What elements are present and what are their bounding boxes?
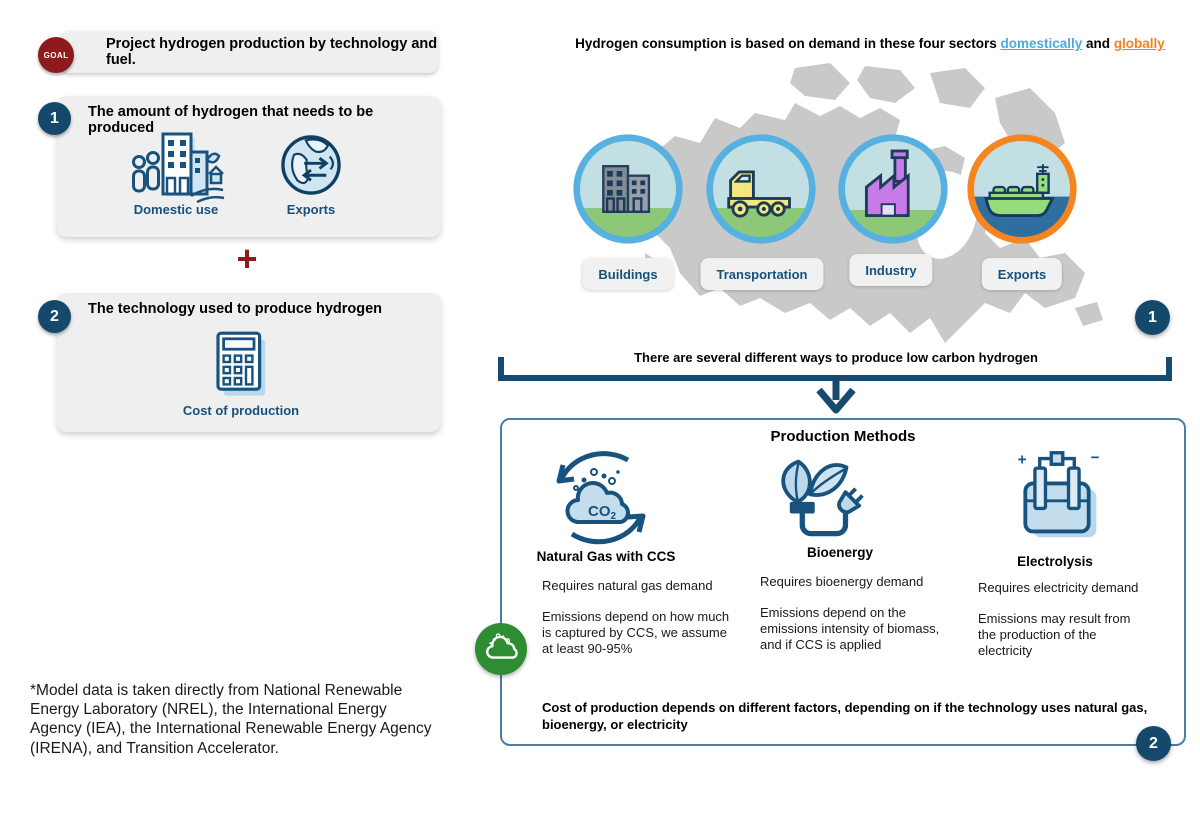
svg-text:CO2: $CO_2$ (588, 503, 617, 522)
svg-text:−: − (1090, 449, 1100, 467)
goal-text: Project hydrogen production by technology and fuel. (106, 36, 438, 68)
sector-label-exports: Exports (982, 258, 1062, 290)
method-name-electrolysis: Electrolysis (1017, 554, 1093, 569)
step1-heading: The amount of hydrogen that needs to be produced (88, 104, 374, 136)
bioenergy-icon (765, 452, 877, 548)
domestic-use-label: Domestic use (133, 202, 219, 217)
calculator-icon (214, 329, 270, 399)
exports-label: Exports (286, 202, 336, 217)
step-badge-1 (1135, 300, 1170, 335)
method-name-natural-gas-ccs: Natural Gas with CCS (536, 549, 676, 564)
step2-number-badge (38, 300, 71, 333)
globally-link[interactable]: globally (1113, 36, 1165, 51)
method-name-bioenergy: Bioenergy (806, 545, 874, 560)
transportation-sector-icon (704, 132, 818, 246)
domestically-link[interactable]: domestically (1000, 36, 1083, 51)
step-badge-1-number: 1 (1148, 308, 1157, 326)
production-methods-title: Production Methods (770, 428, 916, 445)
step2-heading: The technology used to produce hydrogen (88, 301, 383, 317)
sector-label-industry: Industry (849, 254, 932, 286)
goal-badge-label: GOAL (43, 50, 69, 60)
buildings-sector-icon (571, 132, 685, 246)
cost-of-production-label: Cost of production (182, 403, 300, 418)
ccs-co2-cycle-icon (545, 448, 657, 548)
step1-number: 1 (50, 109, 59, 127)
demand-title-and: and (1082, 36, 1114, 51)
industry-sector-icon (836, 132, 950, 246)
model-data-footnote: *Model data is taken directly from National Renewable Energy Laboratory (NREL), the International Energy Agency (IEA), the International Renewable Energy Agency (IRENA), and Transition Accelerator. (30, 682, 432, 757)
step2-number: 2 (50, 307, 59, 325)
method-3-requires: Requires electricity demand (978, 580, 1139, 595)
goal-badge (38, 37, 74, 73)
method-2-emissions: Emissions depend on the emissions intensity of biomass, and if CCS is applied (760, 605, 940, 653)
sector-label-buildings: Buildings (582, 258, 673, 290)
step-badge-2-number: 2 (1149, 734, 1158, 752)
emissions-cloud-icon (482, 630, 520, 668)
exports-globe-icon (277, 131, 345, 199)
step1-number-badge (38, 102, 71, 135)
method-1-requires: Requires natural gas demand (542, 578, 713, 593)
method-2-requires: Requires bioenergy demand (760, 574, 924, 589)
down-arrow-icon (806, 378, 866, 420)
cost-note: Cost of production depends on different factors, depending on if the technology uses natural gas, bioenergy, or electricity (542, 700, 1148, 732)
demand-title-prefix: Hydrogen consumption is based on demand in these four sectors (575, 36, 1001, 51)
demand-title (540, 36, 1200, 51)
method-3-emissions: Emissions may result from the production of the electricity (978, 611, 1131, 659)
svg-text:+: + (1017, 451, 1027, 469)
domestic-use-icon (125, 126, 225, 204)
bridge-text: There are several different ways to produce low carbon hydrogen (634, 350, 1038, 365)
plus-separator: + (236, 238, 258, 279)
method-desc-bioenergy (760, 574, 952, 653)
emissions-cloud-badge (475, 623, 527, 675)
method-desc-electrolysis (978, 580, 1143, 659)
electrolysis-icon (1004, 447, 1110, 543)
exports-sector-icon (965, 132, 1079, 246)
method-desc-natural-gas-ccs (542, 578, 734, 657)
step-badge-2 (1136, 726, 1171, 761)
sector-label-transportation: Transportation (700, 258, 823, 290)
method-1-emissions: Emissions depend on how much is captured by CCS, we assume at least 90-95% (542, 609, 730, 657)
goal-statement (60, 31, 438, 73)
